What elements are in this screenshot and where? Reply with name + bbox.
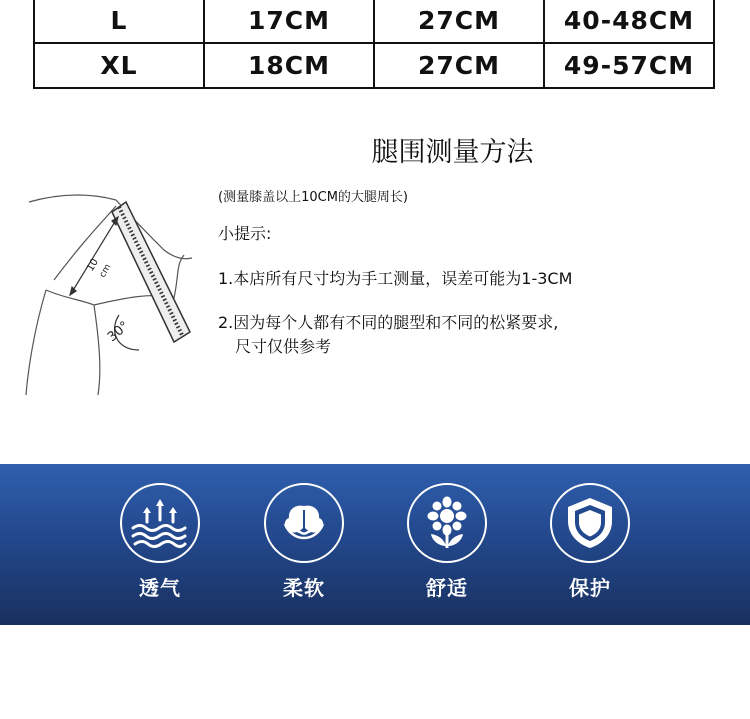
tip-item (218, 311, 558, 359)
feature-label: 保护 (569, 576, 611, 600)
size-cell: 18CM (204, 43, 374, 88)
size-table (33, 0, 715, 89)
size-cell: 17CM (204, 0, 374, 43)
feature-comfort (404, 483, 490, 601)
tip-line: 尺寸仅供参考 (235, 337, 332, 356)
feature-breathable (117, 483, 203, 601)
feature-band (0, 464, 750, 625)
length-label: 10 (85, 256, 101, 274)
tip-item: 1.本店所有尺寸均为手工测量，误差可能为1-3CM (218, 269, 573, 288)
tip-line: 2.因为每个人都有不同的腿型和不同的松紧要求, (218, 313, 559, 332)
tips-title: 小提示: (218, 224, 272, 243)
cotton-icon (264, 483, 344, 563)
size-cell: 27CM (374, 0, 544, 43)
feature-label: 柔软 (283, 576, 325, 600)
angle-label: 30° (104, 318, 133, 346)
knee-illustration (24, 180, 209, 400)
size-cell: 40-48CM (544, 0, 714, 43)
size-cell: XL (34, 43, 204, 88)
feature-soft (261, 483, 347, 601)
table-row (34, 0, 714, 43)
feature-protect (547, 483, 633, 601)
size-cell: L (34, 0, 204, 43)
flower-icon (407, 483, 487, 563)
feature-label: 舒适 (426, 576, 468, 600)
measure-note: (测量膝盖以上10CM的大腿周长) (218, 190, 408, 205)
breathable-icon (120, 483, 200, 563)
size-cell: 27CM (374, 43, 544, 88)
section-title: 腿围测量方法 (371, 137, 534, 168)
size-cell: 49-57CM (544, 43, 714, 88)
feature-label: 透气 (139, 576, 181, 600)
unit-label: cm (97, 262, 114, 280)
table-row (34, 43, 714, 88)
shield-icon (550, 483, 630, 563)
